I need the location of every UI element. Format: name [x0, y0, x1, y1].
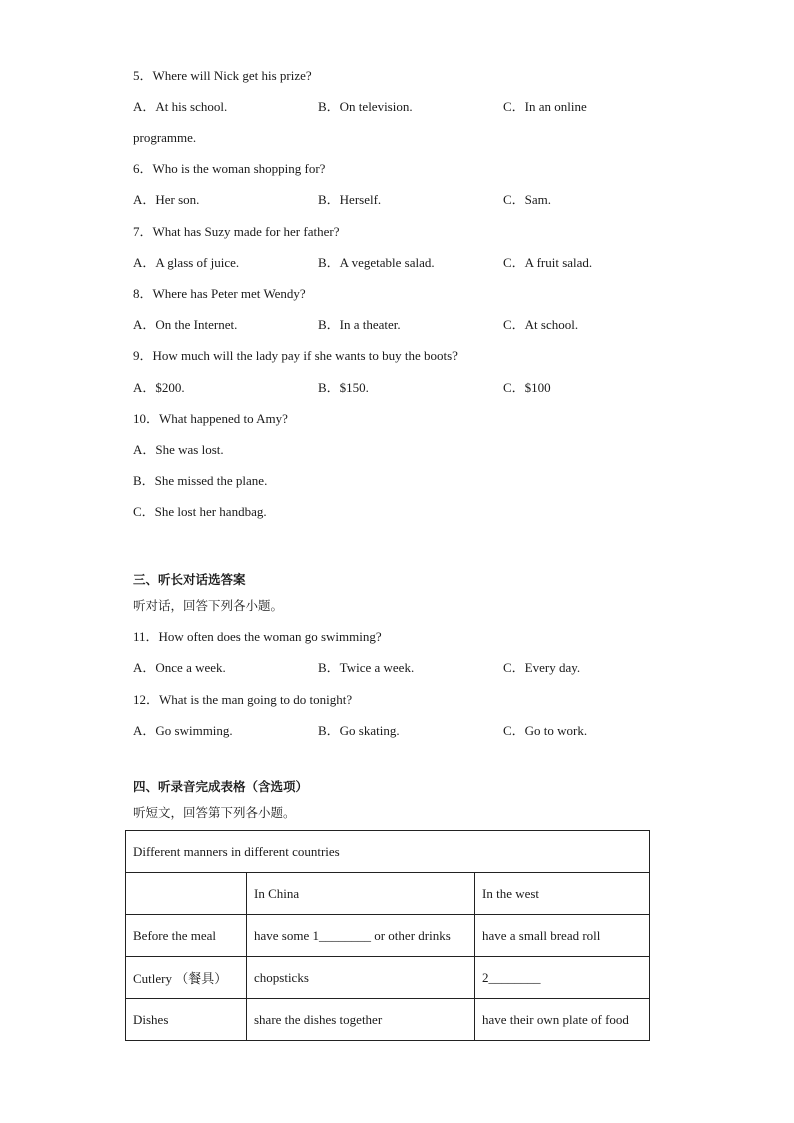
option-7b: B．A vegetable salad. [318, 255, 435, 270]
option-6a: A．Her son. [133, 192, 200, 207]
option-7a: A．A glass of juice. [133, 255, 240, 270]
table-cell: have their own plate of food [475, 999, 650, 1041]
table-cell: Dishes [126, 999, 247, 1041]
option-9a: A．$200. [133, 380, 185, 395]
question-9: 9．How much will the lady pay if she wants to buy the boots? [133, 348, 458, 363]
table-cell: share the dishes together [247, 999, 475, 1041]
table-cell: chopsticks [247, 957, 475, 999]
option-8a: A．On the Internet. [133, 317, 238, 332]
question-11: 11．How often does the woman go swimming? [133, 629, 382, 644]
option-6b: B．Herself. [318, 192, 382, 207]
question-12: 12．What is the man going to do tonight? [133, 692, 353, 707]
option-11c: C．Every day. [503, 660, 581, 675]
table-row [126, 957, 650, 999]
option-5c-wrap: programme. [133, 130, 197, 145]
option-10b: B．She missed the plane. [133, 473, 268, 488]
option-11a: A．Once a week. [133, 660, 226, 675]
section-3-heading: 三、听长对话选答案 [133, 572, 246, 587]
option-10c: C．She lost her handbag. [133, 504, 267, 519]
section-3-instruction: 听对话，回答下列各小题。 [133, 598, 284, 613]
table-cell: Cutlery （餐具） [126, 957, 247, 999]
question-7: 7．What has Suzy made for her father? [133, 224, 340, 239]
table-cell: Before the meal [126, 915, 247, 957]
section-4-heading: 四、听录音完成表格（含选项） [133, 779, 309, 794]
option-8c: C．At school. [503, 317, 579, 332]
manners-table [125, 830, 650, 1041]
option-10a: A．She was lost. [133, 442, 224, 457]
table-row [126, 915, 650, 957]
option-5a: A．At his school. [133, 99, 228, 114]
question-6: 6．Who is the woman shopping for? [133, 161, 326, 176]
section-4-instruction: 听短文，回答第下列各小题。 [133, 805, 296, 820]
table-header-cell [126, 873, 247, 915]
question-8: 8．Where has Peter met Wendy? [133, 286, 306, 301]
table-title-row [126, 831, 650, 873]
option-8b: B．In a theater. [318, 317, 401, 332]
option-12c: C．Go to work. [503, 723, 588, 738]
option-11b: B．Twice a week. [318, 660, 415, 675]
table-row [126, 999, 650, 1041]
question-10: 10．What happened to Amy? [133, 411, 288, 426]
option-12a: A．Go swimming. [133, 723, 233, 738]
option-7c: C．A fruit salad. [503, 255, 593, 270]
table-header-row [126, 873, 650, 915]
question-5: 5．Where will Nick get his prize? [133, 68, 312, 83]
table-title: Different manners in different countries [126, 831, 650, 873]
option-5b: B．On television. [318, 99, 413, 114]
table-header-cell: In China [247, 873, 475, 915]
option-5c: C．In an online [503, 99, 587, 114]
option-9c: C．$100 [503, 380, 551, 395]
option-9b: B．$150. [318, 380, 369, 395]
table-cell: have a small bread roll [475, 915, 650, 957]
table-header-cell: In the west [475, 873, 650, 915]
option-6c: C．Sam. [503, 192, 552, 207]
table-cell: have some 1________ or other drinks [247, 915, 475, 957]
option-12b: B．Go skating. [318, 723, 400, 738]
table-cell: 2________ [475, 957, 650, 999]
